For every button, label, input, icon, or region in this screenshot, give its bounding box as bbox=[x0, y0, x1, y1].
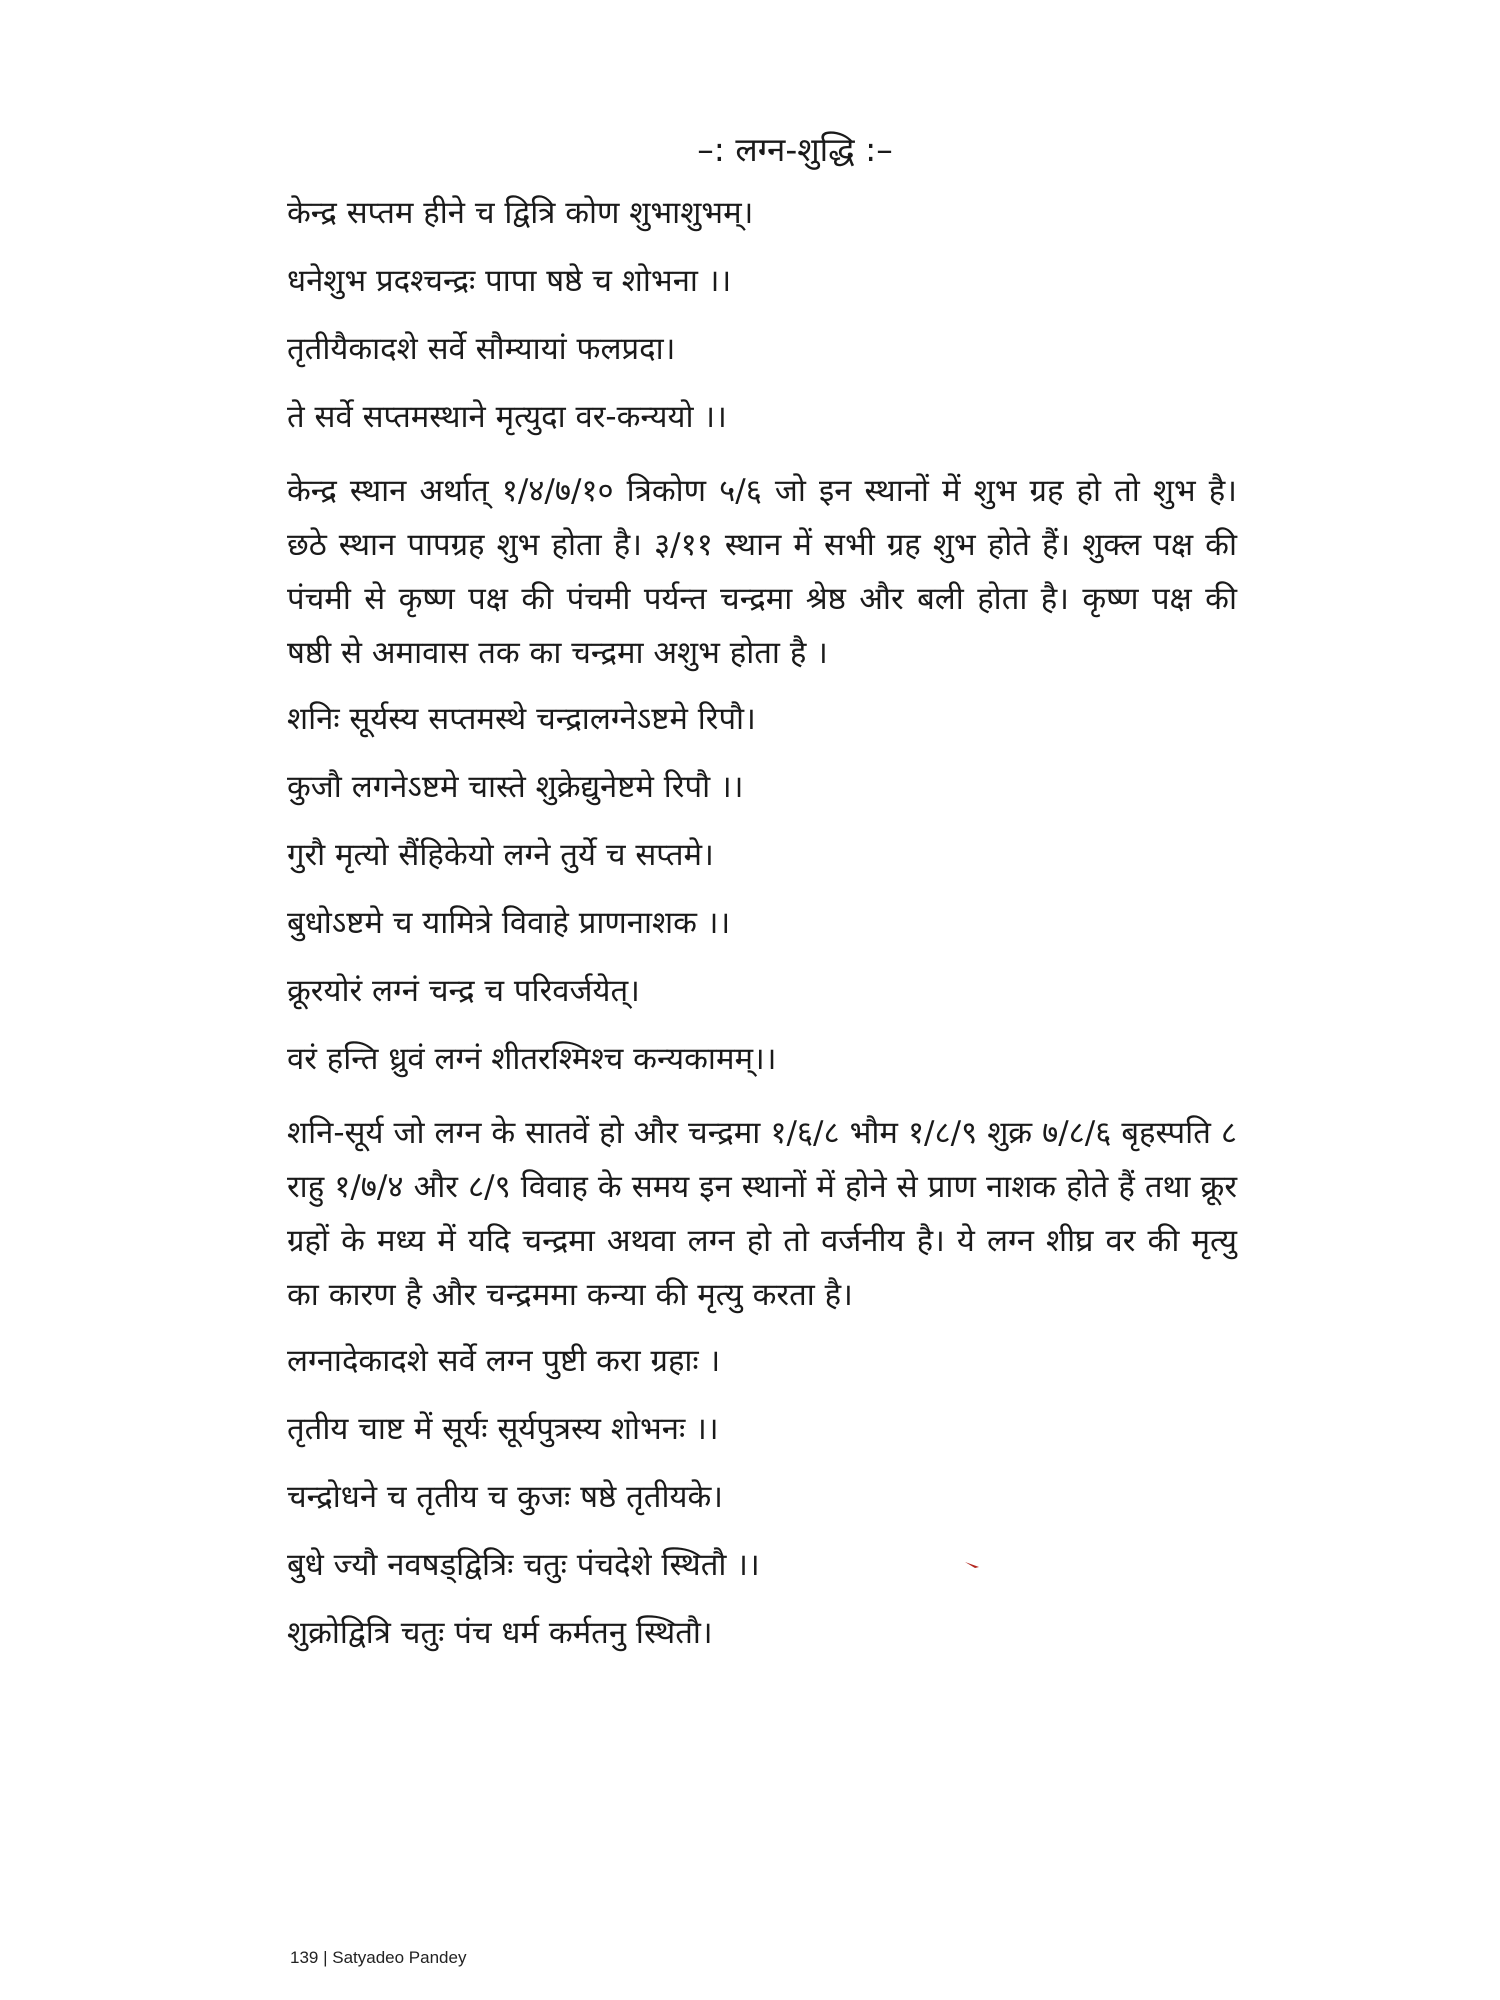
verse-line: ते सर्वे सप्तमस्थाने मृत्युदा वर-कन्ययो ।। bbox=[287, 399, 727, 435]
verse-line: तृतीयैकादशे सर्वे सौम्यायां फलप्रदा। bbox=[287, 331, 676, 367]
verse-line: चन्द्रोधने च तृतीय च कुजः षष्ठे तृतीयके। bbox=[287, 1479, 724, 1515]
verse-line: वरं हन्ति ध्रुवं लग्नं शीतरश्मिश्च कन्यकामम्।। bbox=[287, 1041, 777, 1077]
page-heading: –: लग्न-शुद्धि :– bbox=[697, 130, 893, 169]
verse-line: कुजौ लगनेऽष्टमे चास्ते शुक्रेद्युनेष्टमे रिपौ ।। bbox=[287, 769, 744, 805]
verse-line: तृतीय चाष्ट में सूर्यः सूर्यपुत्रस्य शोभनः ।। bbox=[287, 1411, 719, 1447]
verse-block-1 bbox=[287, 188, 1237, 460]
ink-speck-icon bbox=[965, 1562, 979, 1568]
verse-line: गुरौ मृत्यो सैंहिकेयो लग्ने तुर्ये च सप्तमे। bbox=[287, 837, 714, 873]
verse-line: शनिः सूर्यस्य सप्तमस्थे चन्द्रालग्नेऽष्टमे रिपौ। bbox=[287, 701, 756, 737]
page-footer: 139 | Satyadeo Pandey bbox=[290, 1948, 467, 1967]
verse-line: शुक्रोद्वित्रि चतुः पंच धर्म कर्मतनु स्थितौ। bbox=[287, 1615, 713, 1651]
verse-line: धनेशुभ प्रदश्चन्द्रः पापा षष्ठे च शोभना ।। bbox=[287, 263, 732, 299]
page-content bbox=[287, 188, 1237, 1676]
explanation-paragraph-2: शनि-सूर्य जो लग्न के सातवें हो और चन्द्रमा १/६/८ भौम १/८/९ शुक्र ७/८/६ बृहस्पति ८ राहु १/७/४ और ८/९ विवाह के समय इन स्थानों में होने से प्राण नाशक होते हैं तथा क्रूर ग्रहों के मध्य में यदि चन्द्रमा अथवा लग्न हो तो वर्जनीय है। ये लग्न शीघ्र वर की मृत्यु का कारण है और चन्द्रममा कन्या की मृत्यु करता है। bbox=[287, 1115, 1237, 1313]
explanation-paragraph-1: केन्द्र स्थान अर्थात् १/४/७/१० त्रिकोण ५/६ जो इन स्थानों में शुभ ग्रह हो तो शुभ है। छठे स्थान पापग्रह शुभ होता है। ३/११ स्थान में सभी ग्रह शुभ होते हैं। शुक्ल पक्ष की पंचमी से कृष्ण पक्ष की पंचमी पर्यन्त चन्द्रमा श्रेष्ठ और बली होता है। कृष्ण पक्ष की षष्ठी से अमावास तक का चन्द्रमा अशुभ होता है । bbox=[287, 473, 1237, 671]
verse-line: बुधोऽष्टमे च यामित्रे विवाहे प्राणनाशक ।। bbox=[287, 905, 731, 941]
verse-block-3 bbox=[287, 1336, 1237, 1676]
verse-line: क्रूरयोरं लग्नं चन्द्र च परिवर्जयेत्। bbox=[287, 973, 640, 1009]
verse-line: केन्द्र सप्तम हीने च द्वित्रि कोण शुभाशुभम्। bbox=[287, 195, 754, 231]
verse-line: लग्नादेकादशे सर्वे लग्न पुष्टी करा ग्रहाः । bbox=[287, 1343, 721, 1379]
verse-block-2 bbox=[287, 694, 1237, 1102]
verse-line: बुधे ज्यौ नवषड्द्वित्रिः चतुः पंचदेशे स्थितौ ।। bbox=[287, 1547, 760, 1583]
